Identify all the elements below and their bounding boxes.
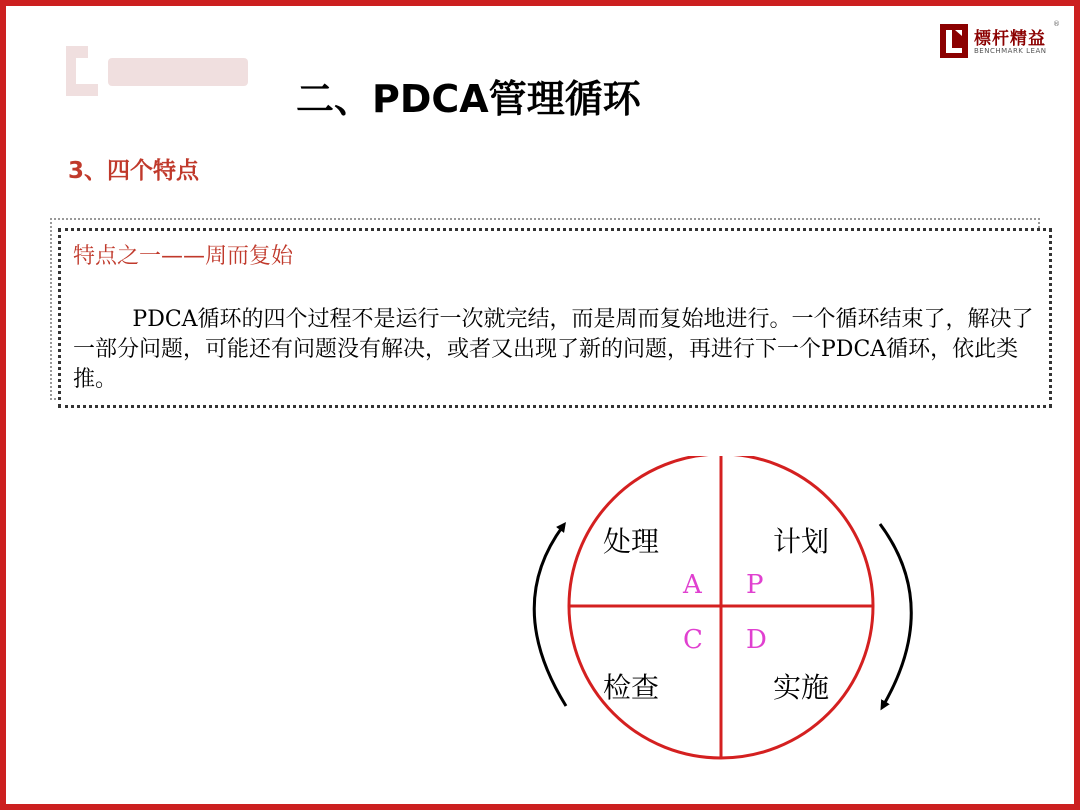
letter-d: D bbox=[746, 625, 767, 655]
watermark-logo bbox=[58, 36, 258, 116]
letter-a: A bbox=[683, 570, 702, 600]
feature-heading: 特点之一——周而复始 bbox=[73, 244, 294, 269]
letter-c: C bbox=[683, 625, 703, 655]
letter-p: P bbox=[746, 570, 764, 600]
feature-body: PDCA循环的四个过程不是运行一次就完结，而是周而复始地进行。一个循环结束了，解决了一部分问题，可能还有问题没有解决，或者又出现了新的问题，再进行下一个PDCA循环，依此类推。 bbox=[73, 307, 1034, 392]
brand-logo bbox=[940, 20, 1060, 66]
pdca-cycle-diagram bbox=[506, 456, 946, 776]
brand-name-cn: 標杆精益 bbox=[974, 29, 1046, 49]
right-cycle-arrow bbox=[880, 524, 911, 706]
quadrant-act-label: 处理 bbox=[603, 525, 660, 558]
quadrant-do-label: 实施 bbox=[773, 671, 830, 704]
page-title: 二、PDCA管理循环 bbox=[296, 77, 641, 121]
quadrant-check-label: 检查 bbox=[603, 671, 660, 704]
quadrant-plan-label: 计划 bbox=[773, 525, 830, 558]
brand-name-en: BENCHMARK LEAN bbox=[974, 47, 1047, 55]
feature-card bbox=[58, 228, 1052, 408]
registered-mark: ® bbox=[1053, 20, 1060, 28]
left-cycle-arrow bbox=[534, 526, 566, 706]
brand-mark-icon bbox=[940, 24, 968, 58]
section-subtitle: 3、四个特点 bbox=[68, 158, 200, 184]
